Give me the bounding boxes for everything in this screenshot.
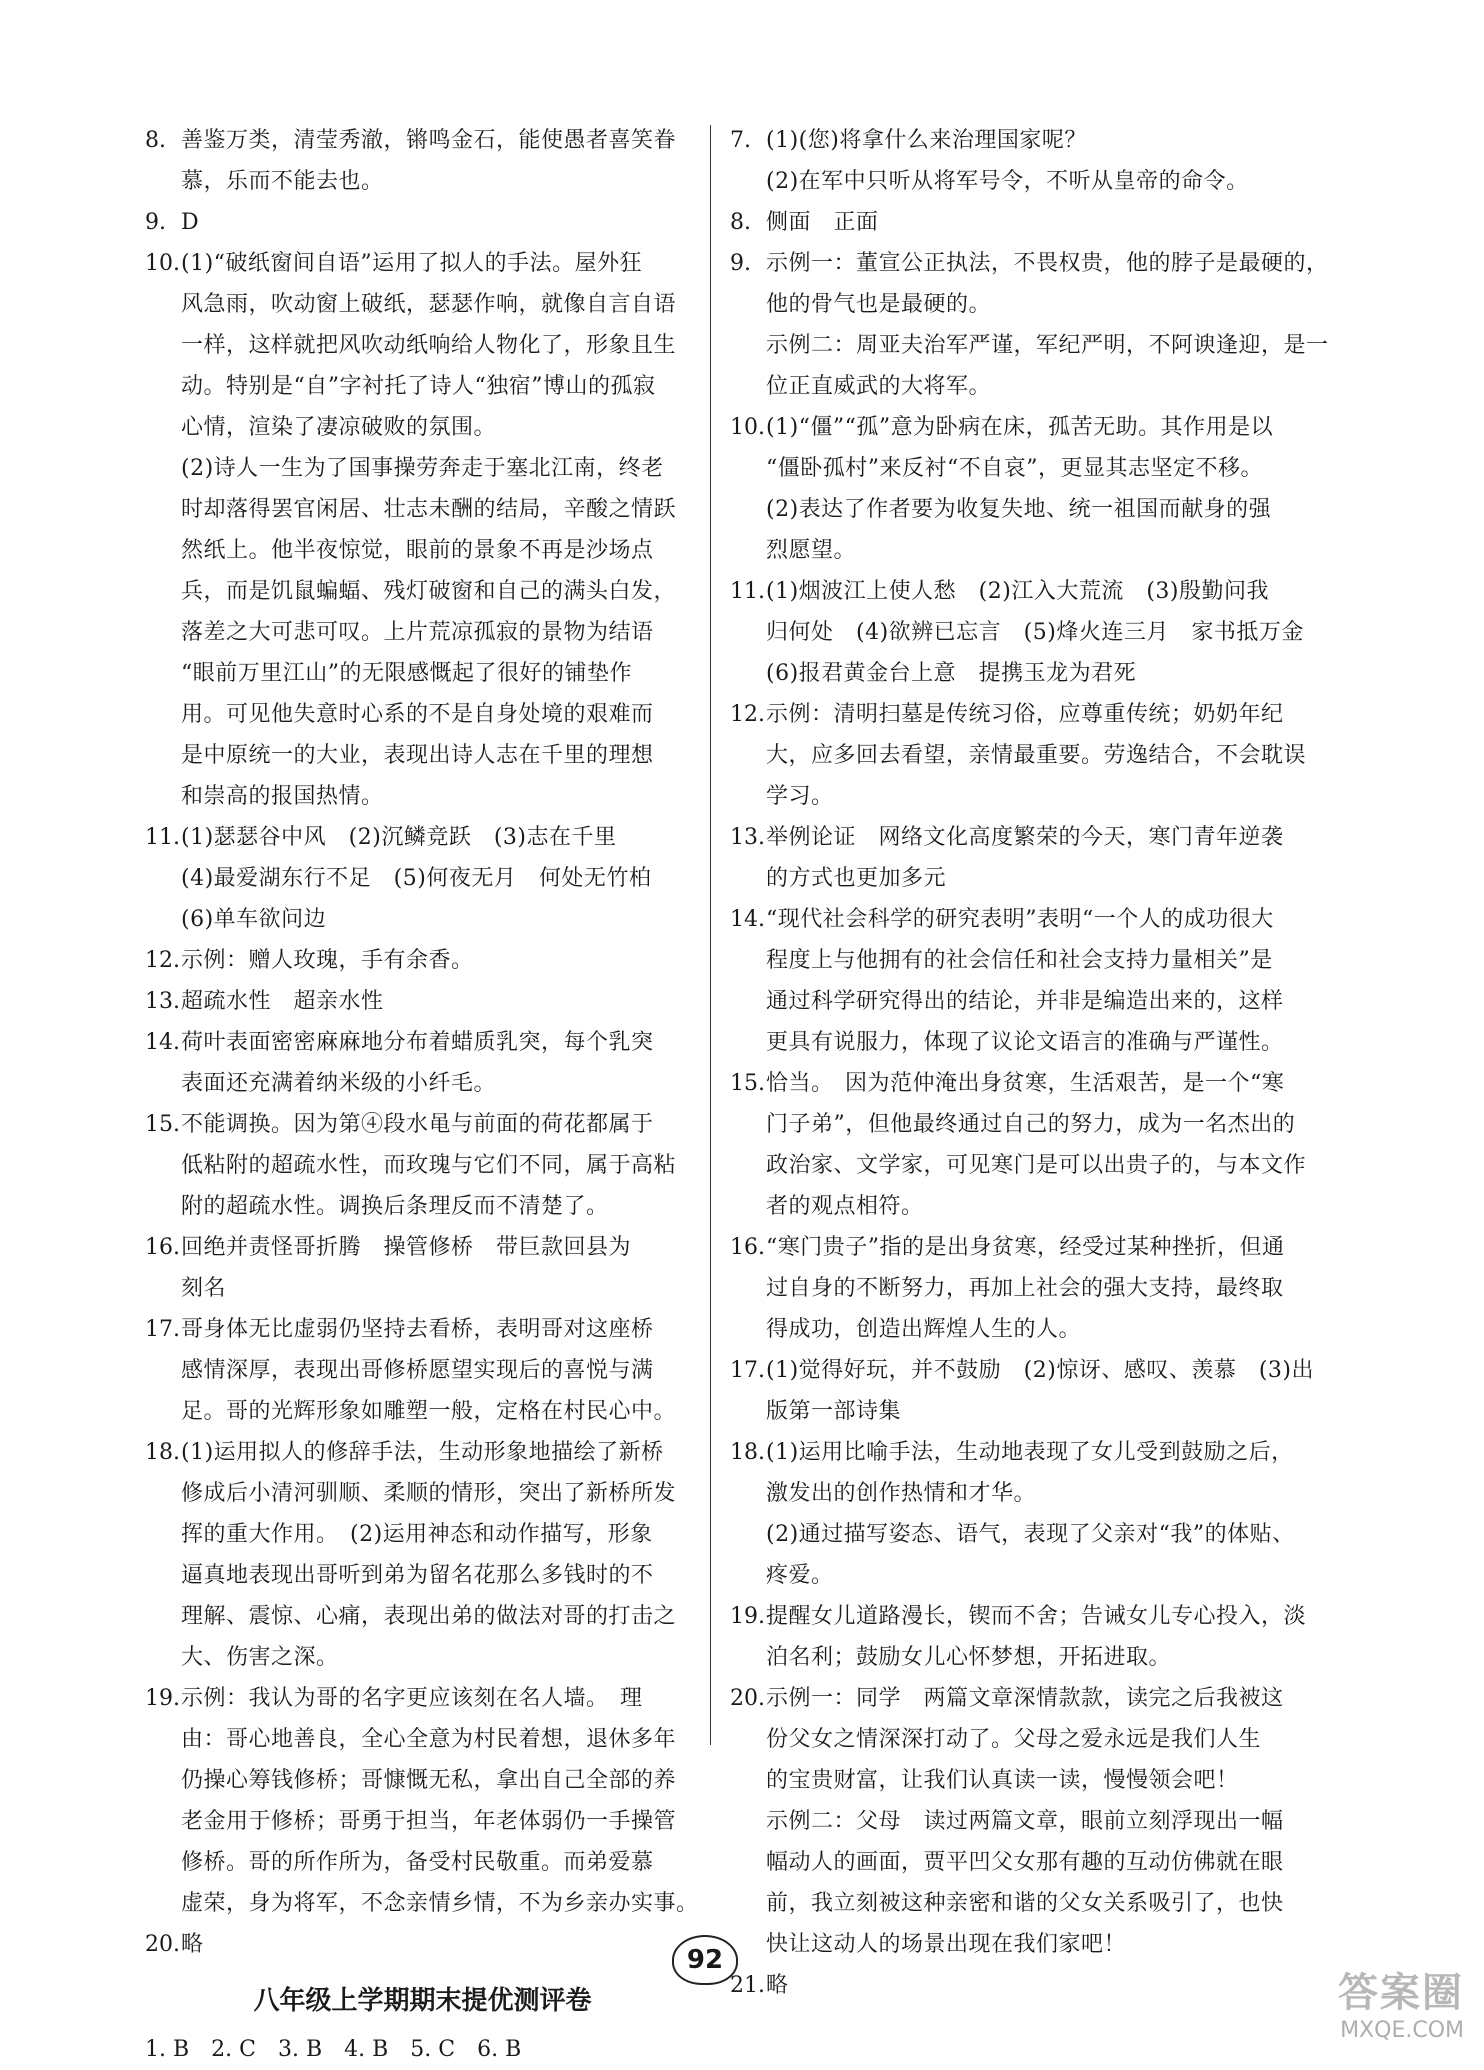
- answer-line: 学习。: [766, 784, 834, 809]
- answer-text: [181, 940, 700, 981]
- answer-line: 疼爱。: [766, 1563, 834, 1588]
- answer-number: 9.: [145, 210, 166, 235]
- answer-item: [145, 1104, 700, 1227]
- answer-line: 时却落得罢官闲居、壮志未酬的结局，辛酸之情跃: [181, 497, 677, 522]
- answer-item: [730, 1432, 1335, 1596]
- answer-line: 提醒女儿道路漫长，锲而不舍；告诫女儿专心投入，淡: [766, 1604, 1307, 1629]
- answer-line: 者的观点相符。: [766, 1194, 924, 1219]
- answer-line: (1)“僵”“孤”意为卧病在床，孤苦无助。其作用是以: [766, 415, 1274, 440]
- answer-line: 低粘附的超疏水性，而玫瑰与它们不同，属于高粘: [181, 1153, 677, 1178]
- answer-item: [730, 1596, 1335, 1678]
- answer-line: (2)在军中只听从将军号令，不听从皇帝的命令。: [766, 169, 1249, 194]
- answer-item: [730, 1678, 1335, 1965]
- answer-text: [181, 1678, 700, 1924]
- answer-line: 门子弟”，但他最终通过自己的努力，成为一名杰出的: [766, 1112, 1296, 1137]
- answer-line: 表面还充满着纳米级的小纤毛。: [181, 1071, 497, 1096]
- answer-number: 19.: [730, 1604, 765, 1629]
- answer-text: [766, 899, 1335, 1063]
- answer-line: 是中原统一的大业，表现出诗人志在千里的理想: [181, 743, 654, 768]
- answer-line: 一样，这样就把风吹动纸响给人物化了，形象且生: [181, 333, 677, 358]
- answer-number: 11.: [145, 825, 180, 850]
- multiple-choice-answers: 1. B 2. C 3. B 4. B 5. C 6. B: [145, 2037, 522, 2062]
- answer-line: 老金用于修桥；哥勇于担当，年老体弱仍一手操管: [181, 1809, 677, 1834]
- answer-line: 哥身体无比虚弱仍坚持去看桥，表明哥对这座桥: [181, 1317, 654, 1342]
- answer-item: [730, 1063, 1335, 1227]
- answer-item: [145, 243, 700, 817]
- watermark: [1338, 1961, 1464, 2043]
- section-title: 八年级上学期期末提优测评卷: [253, 1986, 592, 2016]
- answer-item: [730, 694, 1335, 817]
- answer-number: 9.: [730, 251, 751, 276]
- answer-line: 示例：赠人玫瑰，手有余香。: [181, 948, 474, 973]
- answer-line: (1)“破纸窗间自语”运用了拟人的手法。屋外狂: [181, 251, 643, 276]
- answer-item: [730, 571, 1335, 694]
- answer-item: [730, 1227, 1335, 1350]
- answer-line: 善鉴万类，清莹秀澈，锵鸣金石，能使愚者喜笑眷: [181, 128, 677, 153]
- answer-text: [181, 1022, 700, 1104]
- answer-line: 归何处 (4)欲辨已忘言 (5)烽火连三月 家书抵万金: [766, 620, 1304, 645]
- answer-number: 16.: [730, 1235, 765, 1260]
- answer-line: (1)烟波江上使人愁 (2)江入大荒流 (3)殷勤问我: [766, 579, 1269, 604]
- answer-text: [766, 694, 1335, 817]
- answer-line: 恰当。 因为范仲淹出身贫寒，生活艰苦，是一个“寒: [766, 1071, 1285, 1096]
- left-column: [145, 120, 700, 2070]
- answer-number: 18.: [145, 1440, 180, 1465]
- answer-number: 7.: [730, 128, 751, 153]
- answer-text: [766, 1063, 1335, 1227]
- answer-text: [181, 1432, 700, 1678]
- answer-number: 10.: [730, 415, 765, 440]
- answer-number: 8.: [730, 210, 751, 235]
- answer-line: 烈愿望。: [766, 538, 857, 563]
- answer-text: [181, 202, 700, 243]
- answer-line: 更具有说服力，体现了议论文语言的准确与严谨性。: [766, 1030, 1284, 1055]
- answer-line: 回绝并责怪哥折腾 操管修桥 带巨款回县为: [181, 1235, 632, 1260]
- answer-number: 21.: [730, 1973, 765, 1998]
- answer-number: 18.: [730, 1440, 765, 1465]
- answer-line: 份父女之情深深打动了。父母之爱永远是我们人生: [766, 1727, 1262, 1752]
- answer-line: (2)表达了作者要为收复失地、统一祖国而献身的强: [766, 497, 1272, 522]
- answer-line: 足。哥的光辉形象如雕塑一般，定格在村民心中。: [181, 1399, 677, 1424]
- answer-line: (1)瑟瑟谷中风 (2)沉鳞竞跃 (3)志在千里: [181, 825, 617, 850]
- answer-item: [145, 1432, 700, 1678]
- answer-number: 12.: [730, 702, 765, 727]
- answer-line: 示例二：周亚夫治军严谨，军纪严明，不阿谀逢迎，是一: [766, 333, 1329, 358]
- answer-line: 用。可见他失意时心系的不是自身处境的艰难而: [181, 702, 654, 727]
- answer-line: 过自身的不断努力，再加上社会的强大支持，最终取: [766, 1276, 1284, 1301]
- answer-item: [730, 817, 1335, 899]
- answer-number: 19.: [145, 1686, 180, 1711]
- answer-line: 位正直威武的大将军。: [766, 374, 992, 399]
- answer-item: [730, 1350, 1335, 1432]
- answer-item: [730, 243, 1335, 407]
- answer-line: 荷叶表面密密麻麻地分布着蜡质乳突，每个乳突: [181, 1030, 654, 1055]
- answer-line: 虚荣，身为将军，不念亲情乡情，不为乡亲办实事。: [181, 1891, 699, 1916]
- answer-line: 版第一部诗集: [766, 1399, 902, 1424]
- answer-line: 激发出的创作热情和才华。: [766, 1481, 1037, 1506]
- answer-text: [766, 1227, 1335, 1350]
- answer-number: 15.: [730, 1071, 765, 1096]
- answer-line: 落差之大可悲可叹。上片荒凉孤寂的景物为结语: [181, 620, 654, 645]
- right-column: [730, 120, 1335, 2006]
- watermark-url: MXQE.COM: [1340, 2018, 1464, 2043]
- answer-number: 17.: [145, 1317, 180, 1342]
- answer-line: “僵卧孤村”来反衬“不自哀”，更显其志坚定不移。: [766, 456, 1263, 481]
- answer-line: (1)(您)将拿什么来治理国家呢？: [766, 128, 1087, 153]
- answer-line: (6)报君黄金台上意 提携玉龙为君死: [766, 661, 1137, 686]
- answer-number: 20.: [145, 1932, 180, 1957]
- answer-number: 14.: [145, 1030, 180, 1055]
- answer-number: 10.: [145, 251, 180, 276]
- answer-text: [766, 1596, 1335, 1678]
- watermark-logo: 答案圈: [1338, 1970, 1464, 2016]
- answer-line: 风急雨，吹动窗上破纸，瑟瑟作响，就像自言自语: [181, 292, 677, 317]
- answer-line: 程度上与他拥有的社会信任和社会支持力量相关”是: [766, 948, 1273, 973]
- answer-line: 侧面 正面: [766, 210, 879, 235]
- answer-line: 略: [766, 1973, 789, 1998]
- answer-line: (1)觉得好玩，并不鼓励 (2)惊讶、感叹、羡慕 (3)出: [766, 1358, 1314, 1383]
- answer-text: [766, 1965, 1335, 2006]
- answer-number: 16.: [145, 1235, 180, 1260]
- answer-line: (1)运用比喻手法，生动地表现了女儿受到鼓励之后，: [766, 1440, 1294, 1465]
- answer-text: [766, 243, 1335, 407]
- answer-line: 超疏水性 超亲水性: [181, 989, 384, 1014]
- answer-line: 泊名利；鼓励女儿心怀梦想，开拓进取。: [766, 1645, 1172, 1670]
- answer-text: [766, 1350, 1335, 1432]
- answer-line: 示例一：同学 两篇文章深情款款，读完之后我被这: [766, 1686, 1284, 1711]
- answer-text: [181, 1924, 700, 1965]
- answer-line: “现代社会科学的研究表明”表明“一个人的成功很大: [766, 907, 1274, 932]
- answer-line: 修成后小清河驯顺、柔顺的情形，突出了新桥所发: [181, 1481, 677, 1506]
- answer-line: 逼真地表现出哥听到弟为留名花那么多钱时的不: [181, 1563, 654, 1588]
- answer-line: D: [181, 210, 200, 235]
- answer-line: 慕，乐而不能去也。: [181, 169, 384, 194]
- page-number-badge: 92: [672, 1935, 738, 1985]
- answer-text: [766, 1678, 1335, 1965]
- answer-line: 快让这动人的场景出现在我们家吧！: [766, 1932, 1127, 1957]
- answer-line: 示例一：董宣公正执法，不畏权贵，他的脖子是最硬的，: [766, 251, 1329, 276]
- answer-line: 挥的重大作用。 (2)运用神态和动作描写，形象: [181, 1522, 653, 1547]
- answer-line: “眼前万里江山”的无限感慨起了很好的铺垫作: [181, 661, 632, 686]
- answer-line: (6)单车欲问边: [181, 907, 327, 932]
- page-number: [665, 1935, 745, 1985]
- answer-item: [145, 120, 700, 202]
- answer-line: 然纸上。他半夜惊觉，眼前的景象不再是沙场点: [181, 538, 654, 563]
- answer-line: 大，应多回去看望，亲情最重要。劳逸结合，不会耽误: [766, 743, 1307, 768]
- answer-line: 刻名: [181, 1276, 227, 1301]
- answer-line: 略: [181, 1932, 204, 1957]
- answer-item: [145, 1227, 700, 1309]
- answer-line: 附的超疏水性。调换后条理反而不清楚了。: [181, 1194, 609, 1219]
- answer-item: [730, 202, 1335, 243]
- answer-text: [181, 817, 700, 940]
- answer-line: 心情，渲染了凄凉破败的氛围。: [181, 415, 497, 440]
- answer-line: 通过科学研究得出的结论，并非是编造出来的，这样: [766, 989, 1284, 1014]
- answer-item: [145, 981, 700, 1022]
- answer-line: 他的骨气也是最硬的。: [766, 292, 992, 317]
- answer-item: [145, 1678, 700, 1924]
- answer-text: [766, 571, 1335, 694]
- answer-line: 示例二：父母 读过两篇文章，眼前立刻浮现出一幅: [766, 1809, 1284, 1834]
- answer-line: 仍操心筹钱修桥；哥慷慨无私，拿出自己全部的养: [181, 1768, 677, 1793]
- answer-number: 15.: [145, 1112, 180, 1137]
- answer-line: 大、伤害之深。: [181, 1645, 339, 1670]
- answer-item: [730, 899, 1335, 1063]
- answer-line: 和崇高的报国热情。: [181, 784, 384, 809]
- answer-text: [181, 120, 700, 202]
- answer-line: 兵，而是饥鼠蝙蝠、残灯破窗和自己的满头白发，: [181, 579, 677, 604]
- answer-number: 13.: [145, 989, 180, 1014]
- answer-line: (1)运用拟人的修辞手法，生动形象地描绘了新桥: [181, 1440, 664, 1465]
- answer-line: 理解、震惊、心痛，表现出弟的做法对哥的打击之: [181, 1604, 677, 1629]
- answer-number: 17.: [730, 1358, 765, 1383]
- answer-line: 的宝贵财富，让我们认真读一读，慢慢领会吧！: [766, 1768, 1239, 1793]
- answer-item: [730, 120, 1335, 202]
- answer-line: 前，我立刻被这种亲密和谐的父女关系吸引了，也快: [766, 1891, 1284, 1916]
- answer-item: [730, 1965, 1335, 2006]
- answer-item: [145, 817, 700, 940]
- answer-text: [181, 1309, 700, 1432]
- answer-text: [181, 243, 700, 817]
- answer-line: 不能调换。因为第④段水黾与前面的荷花都属于: [181, 1112, 654, 1137]
- answer-line: (2)通过描写姿态、语气，表现了父亲对“我”的体贴、: [766, 1522, 1295, 1547]
- answer-number: 13.: [730, 825, 765, 850]
- answer-line: 举例论证 网络文化高度繁荣的今天，寒门青年逆袭: [766, 825, 1284, 850]
- answer-line: 的方式也更加多元: [766, 866, 947, 891]
- answer-item: [145, 1022, 700, 1104]
- answer-line: 示例：清明扫墓是传统习俗，应尊重传统；奶奶年纪: [766, 702, 1284, 727]
- answer-line: 由：哥心地善良，全心全意为村民着想，退休多年: [181, 1727, 677, 1752]
- answer-item: [145, 202, 700, 243]
- answer-item: [145, 1924, 700, 1965]
- answer-text: [766, 407, 1335, 571]
- answer-text: [181, 1104, 700, 1227]
- answer-line: “寒门贵子”指的是出身贫寒，经受过某种挫折，但通: [766, 1235, 1285, 1260]
- answer-line: 动。特别是“自”字衬托了诗人“独宿”博山的孤寂: [181, 374, 656, 399]
- answer-number: 14.: [730, 907, 765, 932]
- answer-line: (2)诗人一生为了国事操劳奔走于塞北江南，终老: [181, 456, 664, 481]
- answer-item: [145, 1309, 700, 1432]
- answer-number: 11.: [730, 579, 765, 604]
- answer-number: 8.: [145, 128, 166, 153]
- column-divider: [710, 125, 711, 1745]
- answer-line: 幅动人的画面，贾平凹父女那有趣的互动仿佛就在眼: [766, 1850, 1284, 1875]
- answer-number: 20.: [730, 1686, 765, 1711]
- answer-line: (4)最爱湖东行不足 (5)何夜无月 何处无竹柏: [181, 866, 652, 891]
- answer-text: [766, 817, 1335, 899]
- answer-number: 12.: [145, 948, 180, 973]
- answer-line: 政治家、文学家，可见寒门是可以出贵子的，与本文作: [766, 1153, 1307, 1178]
- answer-item: [145, 940, 700, 981]
- answer-text: [766, 120, 1335, 202]
- answer-line: 得成功，创造出辉煌人生的人。: [766, 1317, 1082, 1342]
- answer-line: 感情深厚，表现出哥修桥愿望实现后的喜悦与满: [181, 1358, 654, 1383]
- answer-text: [181, 1227, 700, 1309]
- answer-line: 示例：我认为哥的名字更应该刻在名人墙。 理: [181, 1686, 643, 1711]
- answer-item: [730, 407, 1335, 571]
- answer-text: [766, 1432, 1335, 1596]
- answer-text: [766, 202, 1335, 243]
- answer-line: 修桥。哥的所作所为，备受村民敬重。而弟爱慕: [181, 1850, 654, 1875]
- answer-text: [181, 981, 700, 1022]
